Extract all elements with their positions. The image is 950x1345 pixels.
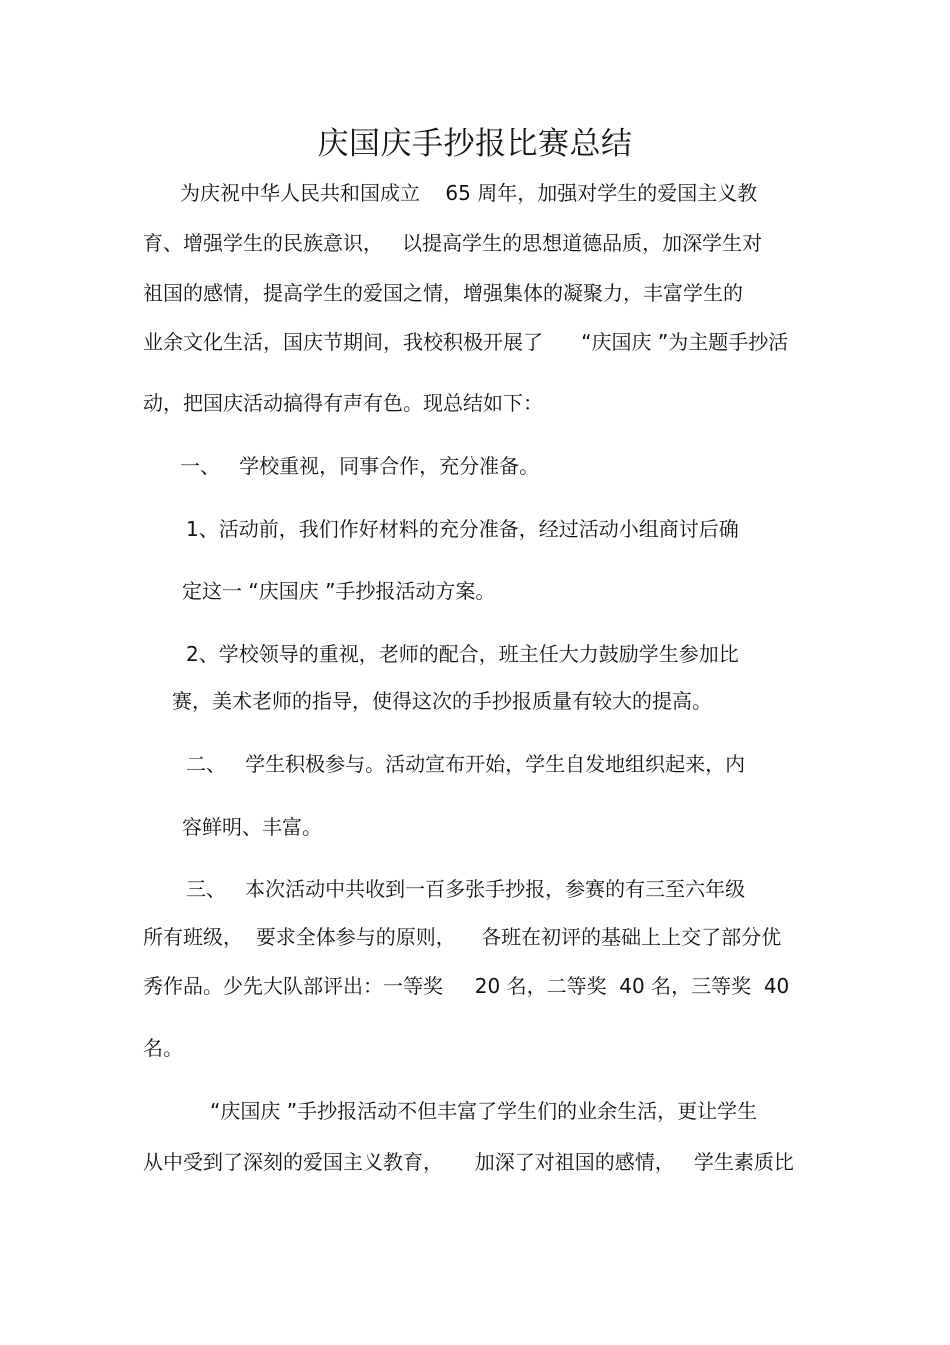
body-line-12: 容鲜明、丰富。 <box>182 815 322 839</box>
body-line-7: 1、活动前，我们作好材料的充分准备，经过活动小组商讨后确 <box>186 517 739 541</box>
body-line-17: “庆国庆 ”手抄报活动不但丰富了学生们的业余生活，更让学生 <box>210 1099 758 1123</box>
body-line-8: 定这一 “庆国庆 ”手抄报活动方案。 <box>182 579 496 603</box>
body-line-15: 秀作品。少先大队部评出：一等奖 20 名，二等奖 40 名，三等奖 40 <box>143 974 790 998</box>
section-heading-1: 一、 学校重视，同事合作，充分准备。 <box>180 454 540 478</box>
body-line-1: 为庆祝中华人民共和国成立 65 周年，加强对学生的爱国主义教 <box>180 181 758 205</box>
body-line-4: 业余文化生活，国庆节期间，我校积极开展了 “庆国庆 ”为主题手抄活 <box>143 330 789 354</box>
body-line-10: 赛，美术老师的指导，使得这次的手抄报质量有较大的提高。 <box>172 689 712 713</box>
body-line-18: 从中受到了深刻的爱国主义教育， 加深了对祖国的感情， 学生素质比 <box>143 1150 794 1174</box>
section-heading-3: 三、 本次活动中共收到一百多张手抄报，参赛的有三至六年级 <box>186 877 746 901</box>
body-line-5: 动，把国庆活动搞得有声有色。现总结如下： <box>143 391 543 415</box>
body-line-3: 祖国的感情，提高学生的爱国之情，增强集体的凝聚力，丰富学生的 <box>143 281 743 305</box>
section-heading-2: 二、 学生积极参与。活动宣布开始，学生自发地组织起来，内 <box>186 752 746 776</box>
body-line-9: 2、学校领导的重视，老师的配合，班主任大力鼓励学生参加比 <box>186 642 739 666</box>
body-line-14: 所有班级， 要求全体参与的原则， 各班在初评的基础上上交了部分优 <box>143 925 782 949</box>
body-line-2: 育、增强学生的民族意识， 以提高学生的思想道德品质，加深学生对 <box>143 231 763 255</box>
body-line-16: 名。 <box>143 1036 183 1060</box>
document-title: 庆国庆手抄报比赛总结 <box>317 126 633 162</box>
